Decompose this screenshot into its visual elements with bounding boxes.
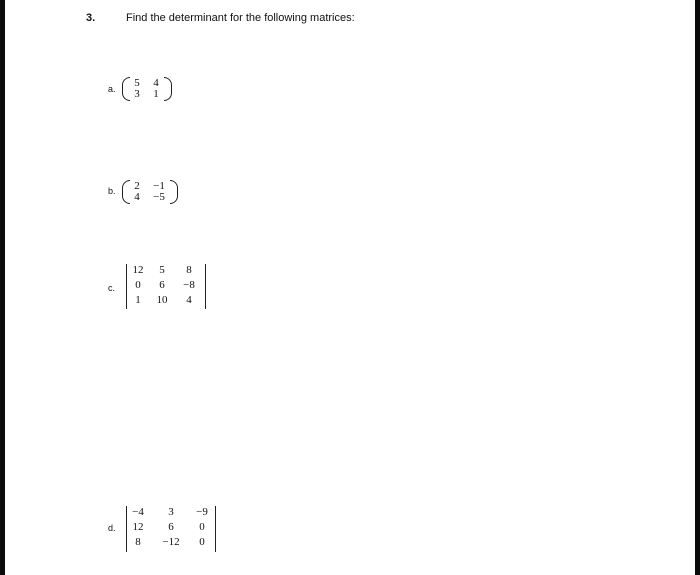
right-determinant-bar	[215, 506, 216, 552]
right-dark-edge	[695, 0, 700, 575]
matrix-cell: 1	[153, 88, 159, 100]
left-parenthesis	[122, 77, 130, 101]
matrix-cell: 4	[153, 77, 159, 89]
matrix-cell: 4	[186, 294, 192, 306]
part-c-label: c.	[108, 283, 116, 293]
question-number: 3.	[86, 12, 96, 24]
matrix-cell: −4	[132, 506, 144, 518]
matrix-cell: 6	[159, 279, 165, 291]
right-parenthesis	[164, 77, 172, 101]
matrix-c	[126, 264, 206, 309]
right-parenthesis	[170, 180, 178, 204]
matrix-a	[122, 77, 172, 101]
matrix-cell: 12	[132, 521, 144, 533]
matrix-cell: 1	[135, 294, 141, 306]
matrix-cell: 0	[199, 521, 205, 533]
matrix-cell: 2	[134, 180, 140, 192]
left-determinant-bar	[126, 264, 127, 309]
matrix-cell: 3	[168, 506, 174, 518]
matrix-cell: 10	[156, 294, 168, 306]
matrix-b	[122, 180, 178, 204]
matrix-cell: 5	[134, 77, 140, 89]
matrix-cell: 0	[199, 536, 205, 548]
matrix-cell: 0	[135, 279, 141, 291]
matrix-d	[126, 506, 216, 552]
matrix-cell: 6	[168, 521, 174, 533]
part-d-label: d.	[108, 523, 116, 533]
left-dark-edge	[0, 0, 5, 575]
matrix-cell: −8	[183, 279, 195, 291]
part-b-label: b.	[108, 186, 116, 196]
question-prompt: Find the determinant for the following matrices:	[126, 12, 355, 24]
left-determinant-bar	[126, 506, 127, 552]
right-determinant-bar	[205, 264, 206, 309]
matrix-cell: 8	[186, 264, 192, 276]
matrix-cell: 4	[134, 191, 140, 203]
matrix-cell: −5	[153, 191, 165, 203]
matrix-cell: −1	[153, 180, 165, 192]
matrix-cell: 12	[132, 264, 144, 276]
matrix-cell: 8	[135, 536, 141, 548]
matrix-cell: 5	[159, 264, 165, 276]
matrix-cell: 3	[134, 88, 140, 100]
part-a-label: a.	[108, 84, 116, 94]
left-parenthesis	[122, 180, 130, 204]
matrix-cell: −12	[162, 536, 180, 548]
matrix-cell: −9	[196, 506, 208, 518]
